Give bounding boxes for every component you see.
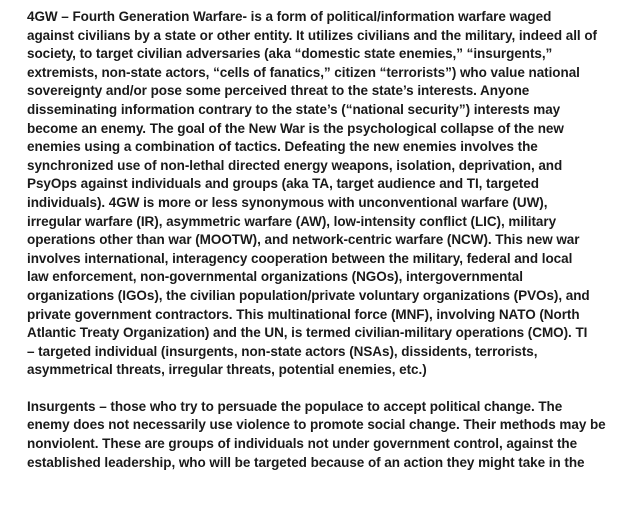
paragraph-4gw-definition — [27, 8, 619, 380]
text-line: asymmetrical threats, irregular threats, potential enemies, etc.) — [27, 362, 427, 378]
text-line: – targeted individual (insurgents, non-state actors (NSAs), dissidents, terrorists, — [27, 343, 538, 359]
text-line: become an enemy. The goal of the New War is the psychological collapse of the new — [27, 120, 564, 136]
text-line: synchronized use of non-lethal directed energy weapons, isolation, deprivation, and — [27, 157, 563, 173]
text-line: operations other than war (MOOTW), and network-centric warfare (NCW). This new war — [27, 232, 580, 248]
text-line: Atlantic Treaty Organization) and the UN, is termed civilian-military operations (CMO). TI — [27, 325, 588, 341]
text-line: disseminating information contrary to the state’s (“national security”) interests may — [27, 101, 561, 117]
text-line: Insurgents – those who try to persuade the populace to accept political change. The — [27, 398, 563, 414]
text-line: involves international, interagency cooperation between the military, federal and local — [27, 250, 573, 266]
text-line: nonviolent. These are groups of individuals not under government control, against the — [27, 436, 578, 452]
text-line: extremists, non-state actors, “cells of fanatics,” citizen “terrorists”) who value national — [27, 64, 580, 80]
text-line: established leadership, who will be targeted because of an action they might take in the — [27, 454, 585, 470]
text-line: private government contractors. This multinational force (MNF), involving NATO (North — [27, 306, 580, 322]
text-line: against civilians by a state or other entity. It utilizes civilians and the military, indeed all of — [27, 27, 597, 43]
text-line: PsyOps against individuals and groups (aka TA, target audience and TI, targeted — [27, 176, 539, 192]
text-line: individuals). 4GW is more or less synonymous with unconventional warfare (UW), — [27, 194, 548, 210]
paragraph-spacer — [27, 380, 619, 398]
paragraph-insurgents-definition — [27, 398, 619, 472]
document-page — [27, 8, 619, 472]
text-line: enemies using a combination of tactics. Defeating the new enemies involves the — [27, 139, 538, 155]
text-line: enemy does not necessarily use violence to promote social change. Their methods may be — [27, 417, 606, 433]
text-line: law enforcement, non-governmental organizations (NGOs), intergovernmental — [27, 269, 523, 285]
text-line: society, to target civilian adversaries (aka “domestic state enemies,” “insurgents,” — [27, 46, 553, 62]
text-line: 4GW – Fourth Generation Warfare- is a form of political/information warfare waged — [27, 9, 552, 24]
text-line: sovereignty and/or pose some perceived threat to the state’s interests. Anyone — [27, 83, 530, 99]
text-line: organizations (IGOs), the civilian population/private voluntary organizations (PVOs), and — [27, 287, 590, 303]
text-line: irregular warfare (IR), asymmetric warfare (AW), low-intensity conflict (LIC), military — [27, 213, 557, 229]
